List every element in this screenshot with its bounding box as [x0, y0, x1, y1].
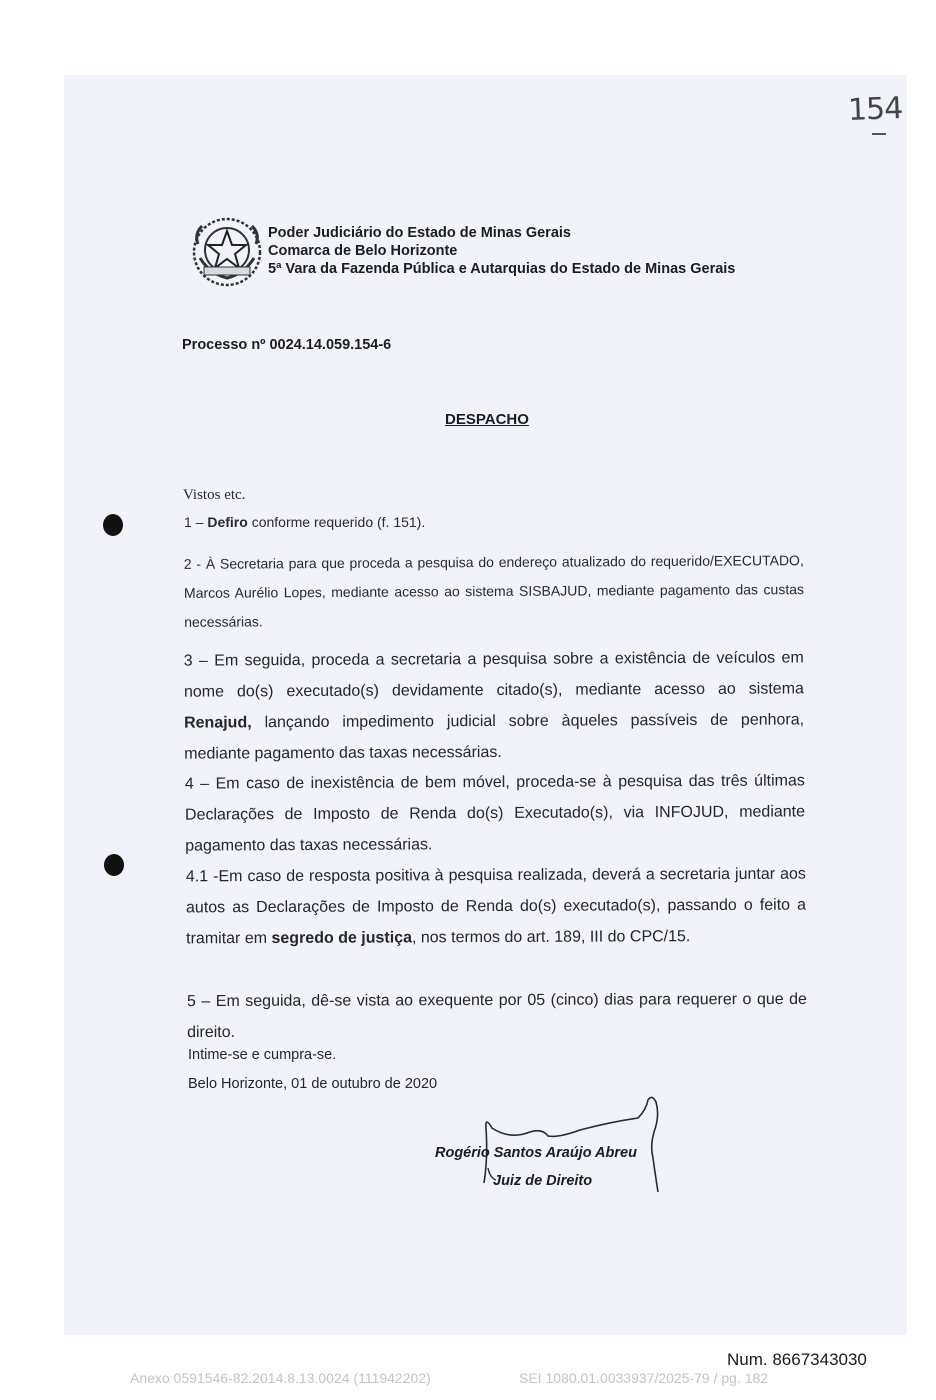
- opening-line: Vistos etc.: [183, 487, 246, 503]
- document-title: DESPACHO: [445, 411, 529, 428]
- item-4-1-text-b: , nos termos do art. 189, III do CPC/15.: [411, 928, 691, 947]
- item-4-1-text-a: 4.1 -Em caso de resposta positiva à pesquisa realizada, deverá a secretaria juntar aos autos as Declarações de Imposto de Renda do(s) executado(s), passando o feito a tramitar em: [185, 865, 807, 948]
- signer-role: Juiz de Direito: [493, 1173, 593, 1189]
- footer-annex: Anexo 0591546-82.2014.8.13.0024 (111942202): [130, 1370, 431, 1386]
- item-3-bold: Renajud,: [184, 714, 252, 732]
- item-1-number: 1 –: [184, 514, 208, 530]
- item-1: [184, 514, 804, 530]
- document-id: Num. 8667343030: [727, 1350, 867, 1369]
- folio-number: 154: [847, 91, 903, 128]
- item-1-bold: Defiro: [207, 514, 248, 530]
- item-3: [184, 642, 805, 769]
- footer-sei: SEI 1080.01.0033937/2025-79 / pg. 182: [519, 1370, 769, 1386]
- punch-hole-icon: [103, 514, 123, 536]
- folio-underline: [872, 133, 886, 135]
- item-4-1: [186, 859, 806, 955]
- closing-line: Intime-se e cumpra-se.: [188, 1047, 337, 1063]
- process-number: Processo nº 0024.14.059.154-6: [182, 337, 392, 353]
- punch-hole-icon: [104, 854, 124, 876]
- court-header: [268, 224, 735, 278]
- item-3-text-a: 3 – Em seguida, proceda a secretaria a pesquisa sobre a existência de veículos em nome do(s) executado(s) devidamente citado(s), mediante acesso ao sistema: [183, 649, 804, 701]
- item-3-text-b: lançando impedimento judicial sobre àqueles passíveis de penhora, mediante pagamento das taxas necessárias.: [184, 711, 805, 763]
- header-line-3: 5ª Vara da Fazenda Pública e Autarquias do Estado de Minas Gerais: [268, 261, 736, 277]
- item-4-1-bold: segredo de justiça: [271, 929, 413, 947]
- header-line-2: Comarca de Belo Horizonte: [268, 243, 458, 259]
- item-1-text: conforme requerido (f. 151).: [247, 514, 426, 530]
- item-4: 4 – Em caso de inexistência de bem móvel, proceda-se à pesquisa das três últimas Declarações de Imposto de Renda do(s) Executado(s), via INFOJUD, mediante pagamento das taxas necessárias.: [184, 772, 806, 855]
- item-5: 5 – Em seguida, dê-se vista ao exequente por 05 (cinco) dias para requerer o que de direito.: [186, 990, 807, 1042]
- item-2: 2 - À Secretaria para que proceda a pesquisa do endereço atualizado do requerido/EXECUTADO, Marcos Aurélio Lopes, mediante acesso ao sistema SISBAJUD, mediante pagamento das custas necessárias.: [183, 552, 805, 630]
- date-line: Belo Horizonte, 01 de outubro de 2020: [188, 1076, 438, 1092]
- court-seal-icon: [190, 214, 264, 290]
- signer-name: Rogério Santos Araújo Abreu: [435, 1145, 637, 1161]
- header-line-1: Poder Judiciário do Estado de Minas Gerais: [268, 225, 571, 241]
